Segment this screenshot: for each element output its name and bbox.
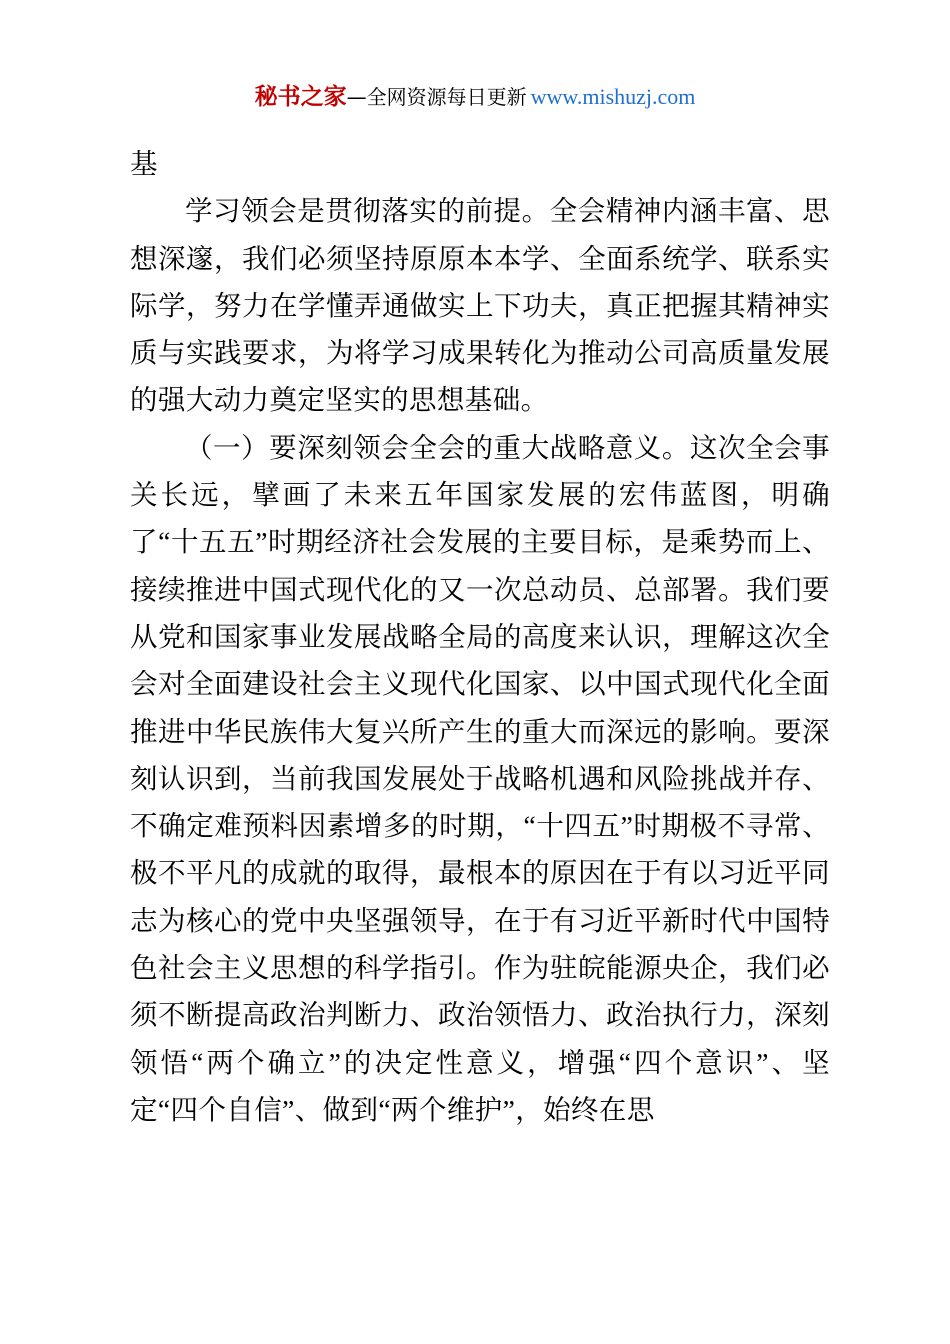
site-tagline: —全网资源每日更新 (346, 85, 527, 109)
page-header (0, 78, 950, 111)
paragraph-2: （一）要深刻领会全会的重大战略意义。这次全会事关长远，擘画了未来五年国家发展的宏伟蓝图，明确了“十五五”时期经济社会发展的主要目标，是乘势而上、接续推进中国式现代化的又一次总动员、总部署。我们要从党和国家事业发展战略全局的高度来认识，理解这次全会对全面建设社会主义现代化国家、以中国式现代化全面推进中华民族伟大复兴所产生的重大而深远的影响。要深刻认识到，当前我国发展处于战略机遇和风险挑战并存、不确定难预料因素增多的时期，“十四五”时期极不寻常、极不平凡的成就的取得，最根本的原因在于有以习近平同志为核心的党中央坚强领导，在于有习近平新时代中国特色社会主义思想的科学指引。作为驻皖能源央企，我们必须不断提高政治判断力、政治领悟力、政治执行力，深刻领悟“两个确立”的决定性意义，增强“四个意识”、坚定“四个自信”、做到“两个维护”，始终在思 (130, 431, 830, 1125)
site-url-link[interactable]: www.mishuzj.com (530, 84, 696, 109)
paragraph-1: 学习领会是贯彻落实的前提。全会精神内涵丰富、思想深邃，我们必须坚持原原本本学、全面系统学、联系实际学，努力在学懂弄通做实上下功夫，真正把握其精神实质与实践要求，为将学习成果转化为推动公司高质量发展的强大动力奠定坚实的思想基础。 (130, 195, 830, 416)
document-body (130, 140, 830, 1133)
text-fragment: 基 (130, 148, 158, 179)
site-brand: 秘书之家 (254, 84, 347, 110)
